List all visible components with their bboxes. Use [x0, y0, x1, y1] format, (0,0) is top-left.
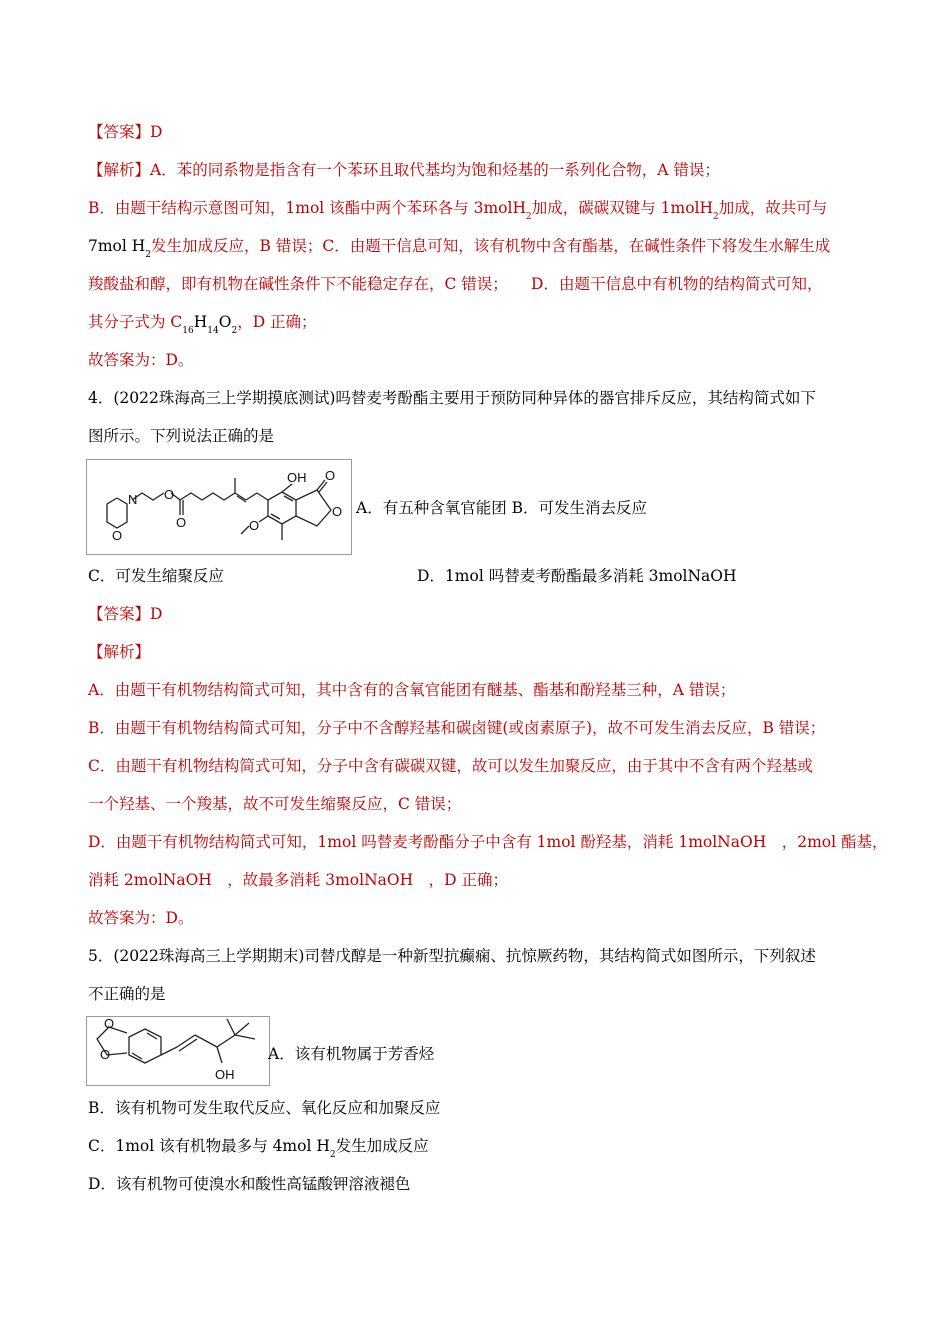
q5-option-d: D．该有机物可使溴水和酸性高锰酸钾溶液褪色	[88, 1175, 411, 1193]
q3-answer-line	[88, 122, 162, 142]
q3-analysis-b-line1: B．由题干结构示意图可知，1mol 该酯中两个苯环各与 3molH$_2$加成，碳碳双键与 1molH$_2$加成，故共可与	[88, 199, 828, 222]
q3-conclusion: 故答案为：D。	[88, 351, 194, 369]
q5-option-b: B．该有机物可发生取代反应、氧化反应和加聚反应	[88, 1099, 441, 1117]
q5-stem-line2: 不正确的是	[88, 985, 166, 1003]
dioxole-oxygen-top-label: O	[104, 1017, 115, 1031]
methoxy-oxygen-label: O	[249, 518, 260, 533]
q5-structure-figure	[86, 1016, 270, 1086]
lactone-ring-oxygen-label: O	[332, 504, 343, 519]
q4-option-c: C．可发生缩聚反应	[88, 567, 224, 585]
q5-stem-line1: 5．(2022珠海高三上学期期末)司替戊醇是一种新型抗癫痫、抗惊厥药物，其结构简式如图所示，下列叙述	[88, 947, 816, 965]
dioxole-oxygen-bottom-label: O	[100, 1047, 111, 1062]
q4-analysis-c-line2: 一个羟基、一个羧基，故不可发生缩聚反应，C 错误；	[88, 795, 462, 813]
hydroxyl-label: OH	[287, 470, 307, 485]
lactone-carbonyl-oxygen-label: O	[325, 468, 336, 483]
analysis-tag: 【解析】	[88, 161, 151, 179]
answer-tag: 【答案】	[88, 123, 151, 141]
answer-value: D	[150, 123, 163, 141]
nitrogen-label: N	[128, 492, 138, 507]
q4-option-ab: A．有五种含氧官能团 B．可发生消去反应	[356, 499, 648, 517]
q5-option-a: A．该有机物属于芳香烃	[268, 1045, 435, 1063]
q3-analysis-b-line3: 羧酸盐和醇，即有机物在碱性条件下不能稳定存在，C 错误； D．由题干信息中有机物的结构简式可知，	[88, 275, 823, 293]
q4-analysis-b: B．由题干有机物结构简式可知，分子中不含醇羟基和碳卤键(或卤素原子)，故不可发生消去反应，B 错误；	[88, 719, 826, 737]
ester-oxygen-label: O	[164, 487, 175, 502]
q3-analysis-b-line2: 7mol $H_2$发生加成反应，B 错误；C．由题干信息可知，该有机物中含有酯基，在碱性条件下将发生水解生成	[88, 237, 831, 260]
q4-answer-line: 【答案】D	[88, 605, 163, 623]
q3-analysis-d: 其分子式为 $C_{16}H_{14}O_2$，D 正确；	[88, 313, 317, 336]
q4-option-d: D．1mol 吗替麦考酚酯最多消耗 3molNaOH	[417, 567, 737, 585]
q4-analysis-d-line1: D．由题干有机物结构简式可知，1mol 吗替麦考酚酯分子中含有 1mol 酚羟基，消耗 1molNaOH ，2mol 酯基，	[88, 833, 888, 851]
q4-analysis-d-line2: 消耗 2molNaOH ，故最多消耗 3molNaOH ，D 正确；	[88, 871, 508, 889]
q3-analysis-a: 【解析】A．苯的同系物是指含有一个苯环且取代基均为饱和烃基的一系列化合物，A 错误；	[88, 161, 720, 179]
carbonyl-oxygen-label: O	[176, 515, 187, 530]
mycophenolate-structure	[87, 460, 351, 554]
hydroxyl-label: OH	[215, 1067, 235, 1082]
q5-option-c: C．1mol 该有机物最多与 4mol $H_2$发生加成反应	[88, 1137, 429, 1160]
q4-analysis-a: A．由题干有机物结构简式可知，其中含有的含氧官能团有醚基、酯基和酚羟基三种，A 错误；	[88, 681, 736, 699]
morpholine-oxygen-label: O	[112, 528, 123, 543]
stiripentol-structure	[87, 1017, 269, 1085]
q4-analysis-tag: 【解析】	[88, 643, 151, 661]
q4-analysis-c-line1: C．由题干有机物结构简式可知，分子中含有碳碳双键，故可以发生加聚反应，由于其中不含有两个羟基或	[88, 757, 813, 775]
q4-conclusion: 故答案为：D。	[88, 909, 194, 927]
q4-structure-figure	[86, 459, 352, 555]
q4-stem-line1: 4．(2022珠海高三上学期摸底测试)吗替麦考酚酯主要用于预防同种异体的器官排斥反应，其结构简式如下	[88, 389, 816, 407]
q4-stem-line2: 图所示。下列说法正确的是	[88, 427, 275, 445]
